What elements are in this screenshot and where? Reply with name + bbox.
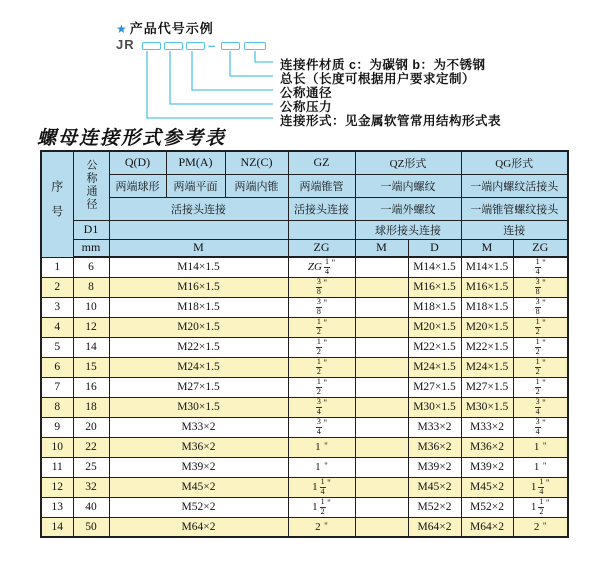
qz-d-cell: M22×1.5 <box>408 337 461 357</box>
table-row <box>41 277 568 297</box>
qz-d-cell: M24×1.5 <box>408 357 461 377</box>
header-qz-m: M <box>355 239 408 257</box>
table-row <box>41 517 568 537</box>
qz-m-cell <box>355 277 408 297</box>
seq-cell: 3 <box>41 297 73 317</box>
header-gz: GZ <box>288 151 355 174</box>
qg-m-cell: M22×1.5 <box>461 337 513 357</box>
table-row <box>41 317 568 337</box>
qz-m-cell <box>355 417 408 437</box>
header-qg-desc1: 一端内螺纹活接头 <box>461 174 568 197</box>
qg-m-cell: M27×1.5 <box>461 377 513 397</box>
qz-d-cell: M39×2 <box>408 457 461 477</box>
qg-zg-cell: 1 " <box>513 437 568 457</box>
dn-cell: 6 <box>73 257 109 277</box>
m-cell: M30×1.5 <box>109 397 288 417</box>
qg-m-cell: M64×2 <box>461 517 513 537</box>
qg-zg-cell: $\frac{3}{8}$ " <box>513 297 568 317</box>
m-cell: M52×2 <box>109 497 288 517</box>
table-header <box>41 151 568 257</box>
qg-zg-cell: 1 " <box>513 457 568 477</box>
m-cell: M36×2 <box>109 437 288 457</box>
qg-m-cell: M33×2 <box>461 417 513 437</box>
header-seq: 序号 <box>41 151 73 257</box>
qg-zg-cell: 1 $\frac{1}{4}$ " <box>513 477 568 497</box>
m-cell: M45×2 <box>109 477 288 497</box>
header-mm: mm <box>73 239 109 257</box>
qz-m-cell <box>355 437 408 457</box>
qz-m-cell <box>355 497 408 517</box>
header-zg: ZG <box>288 239 355 257</box>
table-row <box>41 457 568 477</box>
qg-m-cell: M39×2 <box>461 457 513 477</box>
qg-zg-cell: 2 " <box>513 517 568 537</box>
header-qg-m: M <box>461 239 513 257</box>
qg-m-cell: M30×1.5 <box>461 397 513 417</box>
label-connection-form: 连接形式：见金属软管常用结构形式表 <box>280 114 502 128</box>
qz-m-cell <box>355 517 408 537</box>
label-nominal-diameter: 公称通径 <box>280 86 333 100</box>
qg-zg-cell: $\frac{1}{2}$ " <box>513 337 568 357</box>
qz-d-cell: M45×2 <box>408 477 461 497</box>
label-total-length: 总长（长度可根据用户要求定制） <box>280 72 476 86</box>
m-cell: M39×2 <box>109 457 288 477</box>
m-cell: M22×1.5 <box>109 337 288 357</box>
seq-cell: 12 <box>41 477 73 497</box>
star-icon: ★ <box>116 22 128 36</box>
header-qg-zg: ZG <box>513 239 568 257</box>
gz-cell: $\frac{1}{2}$ " <box>288 337 355 357</box>
label-material: 连接件材质 c：为碳钢 b：为不锈钢 <box>280 58 486 72</box>
dn-cell: 12 <box>73 317 109 337</box>
qg-m-cell: M16×1.5 <box>461 277 513 297</box>
qg-zg-cell: $\frac{1}{4}$ " <box>513 257 568 277</box>
qz-d-cell: M20×1.5 <box>408 317 461 337</box>
header-gz-union: 活接头连接 <box>288 197 355 220</box>
qz-d-cell: M52×2 <box>408 497 461 517</box>
qg-m-cell: M14×1.5 <box>461 257 513 277</box>
header-qd-desc: 两端球形 <box>109 174 166 197</box>
dn-cell: 22 <box>73 437 109 457</box>
dn-cell: 15 <box>73 357 109 377</box>
header-qg-conn: 连接 <box>461 220 568 239</box>
m-cell: M24×1.5 <box>109 357 288 377</box>
header-dn: 公称通径 <box>73 151 109 220</box>
code-dash: – <box>208 38 216 53</box>
qz-d-cell: M33×2 <box>408 417 461 437</box>
gz-cell: $\frac{1}{2}$ " <box>288 377 355 397</box>
qg-zg-cell: $\frac{3}{4}$ " <box>513 417 568 437</box>
table-title: 螺母连接形式参考表 <box>37 128 227 149</box>
qz-m-cell <box>355 457 408 477</box>
dn-cell: 10 <box>73 297 109 317</box>
table-row <box>41 337 568 357</box>
m-cell: M27×1.5 <box>109 377 288 397</box>
dn-cell: 20 <box>73 417 109 437</box>
qz-d-cell: M14×1.5 <box>408 257 461 277</box>
dn-cell: 18 <box>73 397 109 417</box>
seq-cell: 8 <box>41 397 73 417</box>
table-row <box>41 377 568 397</box>
header-qz-desc2: 一端外螺纹 <box>355 197 461 220</box>
seq-cell: 10 <box>41 437 73 457</box>
dn-cell: 14 <box>73 337 109 357</box>
dn-cell: 16 <box>73 377 109 397</box>
seq-cell: 4 <box>41 317 73 337</box>
qz-m-cell <box>355 257 408 277</box>
header-m: M <box>109 239 288 257</box>
gz-cell: $\frac{1}{2}$ " <box>288 317 355 337</box>
qz-d-cell: M36×2 <box>408 437 461 457</box>
gz-cell: $\frac{3}{4}$ " <box>288 417 355 437</box>
gz-cell: $\frac{1}{2}$ " <box>288 357 355 377</box>
qg-m-cell: M52×2 <box>461 497 513 517</box>
m-cell: M16×1.5 <box>109 277 288 297</box>
gz-cell: 1 " <box>288 457 355 477</box>
header-nzc: NZ(C) <box>225 151 288 174</box>
dn-cell: 25 <box>73 457 109 477</box>
table-row <box>41 297 568 317</box>
m-cell: M64×2 <box>109 517 288 537</box>
qz-m-cell <box>355 337 408 357</box>
product-code-prefix: JR <box>116 37 135 52</box>
header-d1: D1 <box>73 220 109 239</box>
qz-d-cell: M64×2 <box>408 517 461 537</box>
dn-cell: 50 <box>73 517 109 537</box>
gz-cell: 1 $\frac{1}{2}$ " <box>288 497 355 517</box>
qg-m-cell: M18×1.5 <box>461 297 513 317</box>
qz-m-cell <box>355 477 408 497</box>
m-cell: M20×1.5 <box>109 317 288 337</box>
m-cell: M18×1.5 <box>109 297 288 317</box>
gz-cell: ZG $\frac{1}{4}$ " <box>288 257 355 277</box>
header-qd: Q(D) <box>109 151 166 174</box>
qg-m-cell: M36×2 <box>461 437 513 457</box>
diagram-title-text: 产品代号示例 <box>129 21 214 36</box>
seq-cell: 13 <box>41 497 73 517</box>
table-row <box>41 497 568 517</box>
table-row <box>41 417 568 437</box>
dn-cell: 40 <box>73 497 109 517</box>
header-blank-gz <box>288 220 355 239</box>
qg-zg-cell: $\frac{1}{2}$ " <box>513 317 568 337</box>
qz-d-cell: M27×1.5 <box>408 377 461 397</box>
header-qg-desc2: 一端锥管螺纹接头 <box>461 197 568 220</box>
gz-cell: 1 $\frac{1}{4}$ " <box>288 477 355 497</box>
header-blank-m <box>109 220 288 239</box>
table-row <box>41 357 568 377</box>
seq-cell: 11 <box>41 457 73 477</box>
header-qz-d: D <box>408 239 461 257</box>
qz-m-cell <box>355 297 408 317</box>
header-union-connection: 活接头连接 <box>109 197 288 220</box>
header-qg-form: QG形式 <box>461 151 568 174</box>
qg-zg-cell: $\frac{1}{2}$ " <box>513 377 568 397</box>
seq-cell: 7 <box>41 377 73 397</box>
seq-cell: 9 <box>41 417 73 437</box>
qz-m-cell <box>355 317 408 337</box>
qz-m-cell <box>355 357 408 377</box>
qg-m-cell: M24×1.5 <box>461 357 513 377</box>
gz-cell: 1 " <box>288 437 355 457</box>
qz-m-cell <box>355 377 408 397</box>
table-body <box>41 257 568 537</box>
table-row <box>41 477 568 497</box>
qz-m-cell <box>355 397 408 417</box>
gz-cell: $\frac{3}{4}$ " <box>288 397 355 417</box>
gz-cell: $\frac{3}{8}$ " <box>288 277 355 297</box>
nut-connection-reference-table <box>40 150 569 538</box>
m-cell: M14×1.5 <box>109 257 288 277</box>
qz-d-cell: M18×1.5 <box>408 297 461 317</box>
dn-cell: 8 <box>73 277 109 297</box>
gz-cell: 2 " <box>288 517 355 537</box>
table-row <box>41 257 568 277</box>
seq-cell: 6 <box>41 357 73 377</box>
header-pma-desc: 两端平面 <box>166 174 225 197</box>
qg-zg-cell: $\frac{3}{4}$ " <box>513 397 568 417</box>
header-qz-form: QZ形式 <box>355 151 461 174</box>
qg-m-cell: M45×2 <box>461 477 513 497</box>
seq-cell: 1 <box>41 257 73 277</box>
seq-cell: 2 <box>41 277 73 297</box>
header-nzc-desc: 两端内锥 <box>225 174 288 197</box>
header-qz-conn: 球形接头连接 <box>355 220 461 239</box>
label-nominal-pressure: 公称压力 <box>280 100 333 114</box>
dn-cell: 32 <box>73 477 109 497</box>
seq-cell: 5 <box>41 337 73 357</box>
header-gz-desc: 两端锥管 <box>288 174 355 197</box>
qg-m-cell: M20×1.5 <box>461 317 513 337</box>
qg-zg-cell: $\frac{3}{8}$ " <box>513 277 568 297</box>
table-row <box>41 437 568 457</box>
qz-d-cell: M16×1.5 <box>408 277 461 297</box>
gz-cell: $\frac{3}{8}$ " <box>288 297 355 317</box>
header-pma: PM(A) <box>166 151 225 174</box>
header-qz-desc1: 一端内螺纹 <box>355 174 461 197</box>
table-row <box>41 397 568 417</box>
qg-zg-cell: 1 $\frac{1}{2}$ " <box>513 497 568 517</box>
m-cell: M33×2 <box>109 417 288 437</box>
qg-zg-cell: $\frac{1}{2}$ " <box>513 357 568 377</box>
seq-cell: 14 <box>41 517 73 537</box>
qz-d-cell: M30×1.5 <box>408 397 461 417</box>
